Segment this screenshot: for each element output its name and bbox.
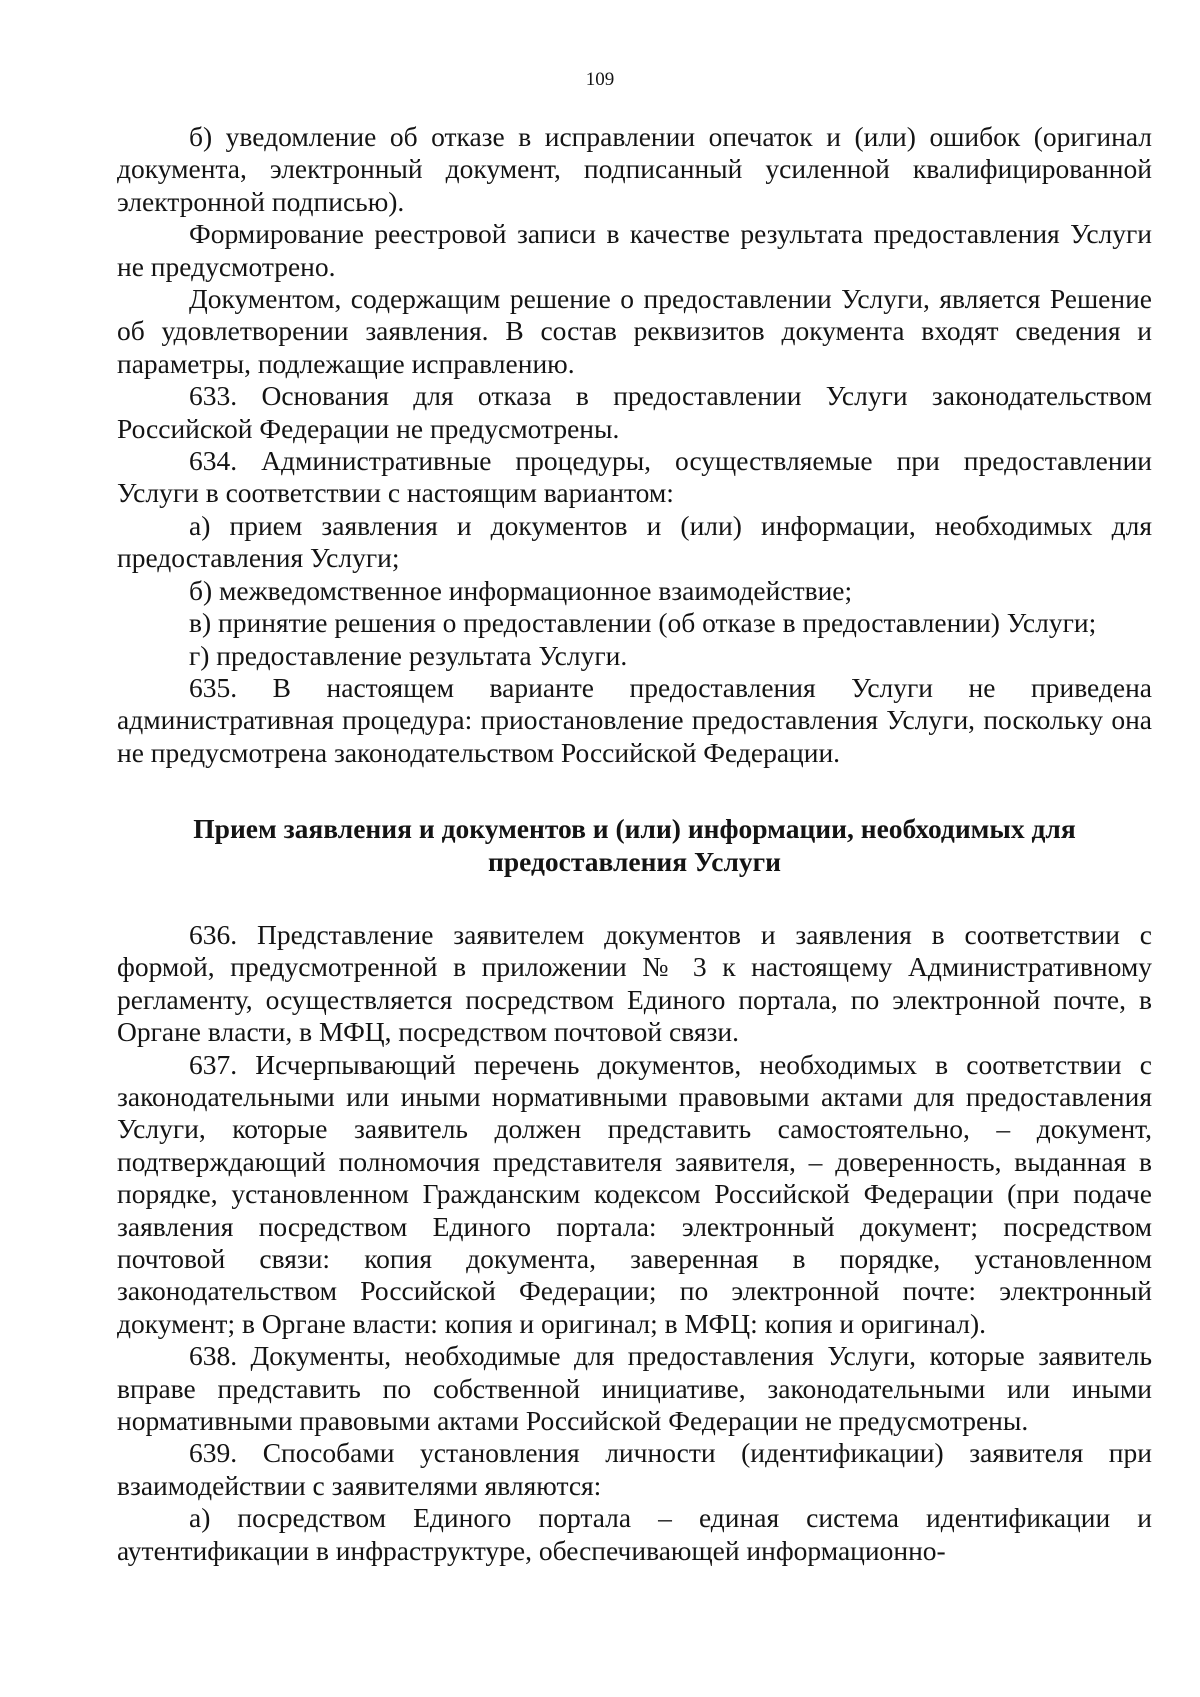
paragraph-refusal-notice: б) уведомление об отказе в исправлении опечаток и (или) ошибок (оригинал документа, электронный документ, подписанный усиленной квалифицированной электронной подписью). — [117, 121, 1152, 217]
paragraph-635: 635. В настоящем варианте предоставления Услуги не приведена административная процедура: приостановление предоставления Услуги, поскольку она не предусмотрена законодательством Российской Федерации. — [117, 671, 1152, 768]
list-item-b: б) межведомственное информационное взаимодействие; — [189, 574, 853, 606]
paragraph-636: 636. Представление заявителем документов и заявления в соответствии с формой, предусмотренной в приложении № 3 к настоящему Административному регламенту, осуществляется посредством Единого портала, по электронной почте, в Органе власти, в МФЦ, посредством почтовой связи. — [117, 918, 1152, 1048]
section-heading: Прием заявления и документов и (или) информации, необходимых для предоставления Услуги — [193, 813, 1076, 877]
list-item-a: а) прием заявления и документов и (или) информации, необходимых для предоставления Услуги; — [117, 509, 1152, 574]
paragraph-634: 634. Административные процедуры, осуществляемые при предоставлении Услуги в соответствии с настоящим вариантом: — [117, 445, 1152, 509]
list-item-g: г) предоставление результата Услуги. — [189, 639, 628, 671]
paragraph-637: 637. Исчерпывающий перечень документов, необходимых в соответствии с законодательными или иными нормативными правовыми актами для предоставления Услуги, которые заявитель должен представить самостоятельно, – документ, подтверждающий полномочия представителя заявителя, – доверенность, выданная в порядке, установленном Гражданским кодексом Российской Федерации (при подаче заявления посредством Единого портала: электронный документ; посредством почтовой связи: копия документа, заверенная в порядке, установленном законодательством Российской Федерации; по электронной почте: электронный документ; в Органе власти: копия и оригинал; в МФЦ: копия и оригинал). — [117, 1048, 1152, 1339]
document-body — [117, 121, 1152, 1567]
paragraph-639: 639. Способами установления личности (идентификации) заявителя при взаимодействии с заявителями являются: — [117, 1437, 1152, 1501]
page-number: 109 — [585, 69, 615, 90]
paragraph-638: 638. Документы, необходимые для предоставления Услуги, которые заявитель вправе представить по собственной инициативе, законодательными или иными нормативными правовыми актами Российской Федерации не предусмотрены. — [117, 1340, 1152, 1437]
list-item-a-identification: а) посредством Единого портала – единая система идентификации и аутентификации в инфраструктуре, обеспечивающей информационно- — [117, 1502, 1152, 1566]
paragraph-633: 633. Основания для отказа в предоставлении Услуги законодательством Российской Федерации не предусмотрены. — [117, 380, 1152, 444]
paragraph-decision-document: Документом, содержащим решение о предоставлении Услуги, является Решение об удовлетворении заявления. В состав реквизитов документа входят сведения и параметры, подлежащие исправлению. — [117, 283, 1152, 379]
paragraph-registry-record: Формирование реестровой записи в качестве результата предоставления Услуги не предусмотрено. — [117, 218, 1152, 282]
list-item-v: в) принятие решения о предоставлении (об отказе в предоставлении) Услуги; — [189, 607, 1097, 639]
